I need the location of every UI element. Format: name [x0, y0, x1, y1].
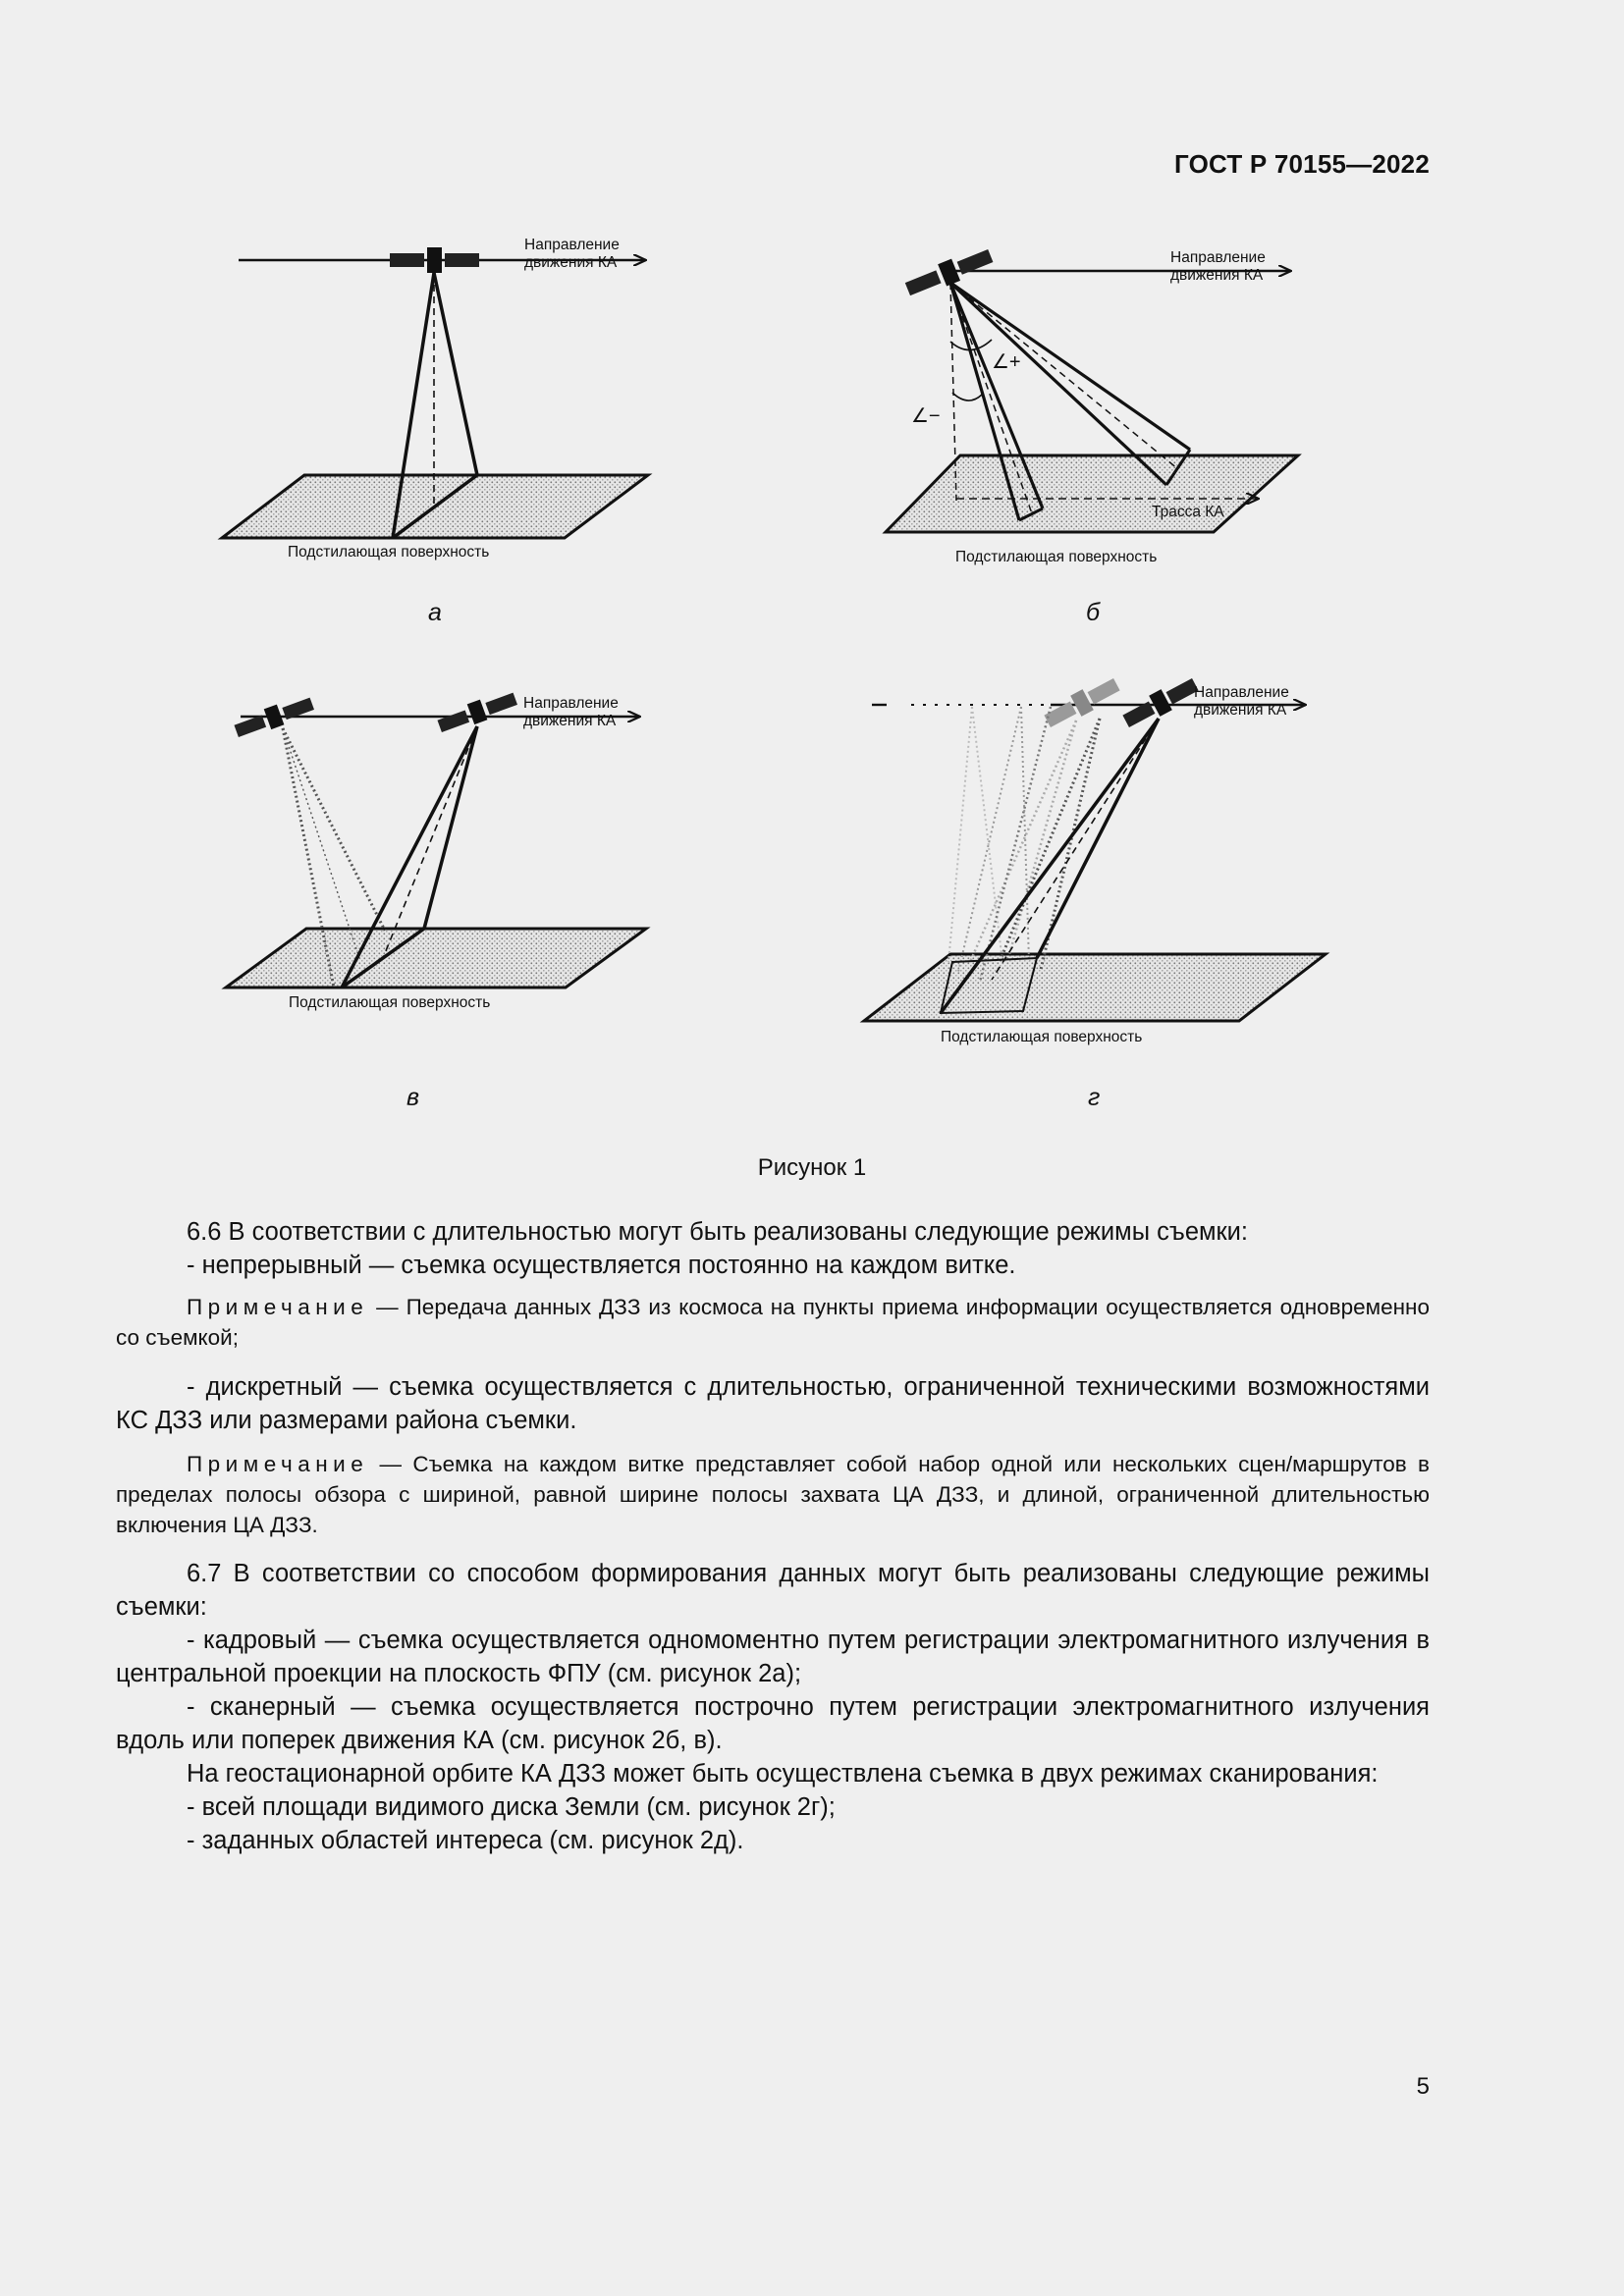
note-text: — Съемка на каждом витке представляет собой набор одной или нескольких сцен/маршрутов в пределах полосы обзора с шириной, равной ширине полосы захвата ЦА ДЗЗ, и длиной, ограниченной длительностью включения ЦА ДЗЗ.	[116, 1452, 1430, 1537]
direction-label-2: движения КА	[1170, 267, 1264, 284]
figure-v	[216, 677, 668, 1031]
direction-label-2: движения КА	[523, 713, 617, 729]
figure-g	[854, 667, 1335, 1060]
standard-number: ГОСТ Р 70155—2022	[1174, 149, 1430, 179]
direction-label-1: Направление	[523, 695, 619, 712]
surface-label: Подстилающая поверхность	[955, 549, 1158, 565]
figure-letter-g: г	[1088, 1084, 1101, 1111]
paragraph-continuous: - непрерывный — съемка осуществляется постоянно на каждом витке.	[187, 1252, 1016, 1279]
note-label: Примечание	[187, 1295, 369, 1319]
surface-label: Подстилающая поверхность	[288, 544, 490, 561]
direction-label-1: Направление	[1194, 684, 1289, 701]
direction-label-2: движения КА	[524, 254, 618, 271]
figure-caption: Рисунок 1	[757, 1154, 867, 1181]
paragraph-scan: - сканерный — съемка осуществляется построчно путем регистрации электромагнитного излучения вдоль или поперек движения КА (см. рисунок 2б, в).	[116, 1693, 1430, 1754]
satellite-icon	[1120, 674, 1201, 732]
paragraph-discrete-block	[116, 1370, 1430, 1437]
angle-minus-label: ∠−	[911, 405, 941, 427]
paragraph-areas: - заданных областей интереса (см. рисунок 2д).	[187, 1827, 744, 1854]
figure-letter-v: в	[406, 1084, 420, 1111]
direction-label-1: Направление	[1170, 249, 1266, 266]
paragraph-geo: На геостационарной орбите КА ДЗЗ может быть осуществлена съемка в двух режимах сканирования:	[187, 1760, 1379, 1788]
paragraph-6-6: 6.6 В соответствии с длительностью могут быть реализованы следующие режимы съемки:	[187, 1218, 1249, 1246]
note-text: — Передача данных ДЗЗ из космоса на пункты приема информации осуществляется одновременно со съемкой;	[116, 1295, 1430, 1350]
note-label: Примечание	[187, 1452, 369, 1476]
figure-a	[216, 226, 668, 579]
satellite-icon	[1042, 674, 1122, 732]
direction-label-1: Направление	[524, 237, 620, 253]
satellite-icon	[903, 244, 995, 299]
track-label: Трасса КА	[1152, 504, 1224, 520]
note-1	[116, 1292, 1430, 1353]
page-number: 5	[1416, 2073, 1430, 2100]
paragraph-6-7: 6.7 В соответствии со способом формирования данных могут быть реализованы следующие режимы съемки:	[116, 1560, 1430, 1621]
surface-label: Подстилающая поверхность	[941, 1029, 1143, 1045]
paragraph-frame: - кадровый — съемка осуществляется одномоментно путем регистрации электромагнитного излучения в центральной проекции на плоскость ФПУ (см. рисунок 2а);	[116, 1627, 1430, 1687]
angle-plus-label: ∠+	[992, 351, 1021, 373]
figure-letter-b: б	[1086, 599, 1101, 626]
section-6-7	[116, 1557, 1430, 1857]
section-6-6	[116, 1215, 1430, 1282]
note-2	[116, 1449, 1430, 1540]
satellite-icon	[390, 247, 479, 273]
surface-label: Подстилающая поверхность	[289, 994, 491, 1011]
figure-b	[874, 226, 1326, 579]
figure-letter-a: а	[428, 599, 442, 626]
paragraph-discrete: - дискретный — съемка осуществляется с длительностью, ограниченной техническими возможностями КС ДЗЗ или размерами района съемки.	[116, 1373, 1430, 1434]
direction-label-2: движения КА	[1194, 702, 1287, 719]
paragraph-disk: - всей площади видимого диска Земли (см. рисунок 2г);	[187, 1793, 836, 1821]
